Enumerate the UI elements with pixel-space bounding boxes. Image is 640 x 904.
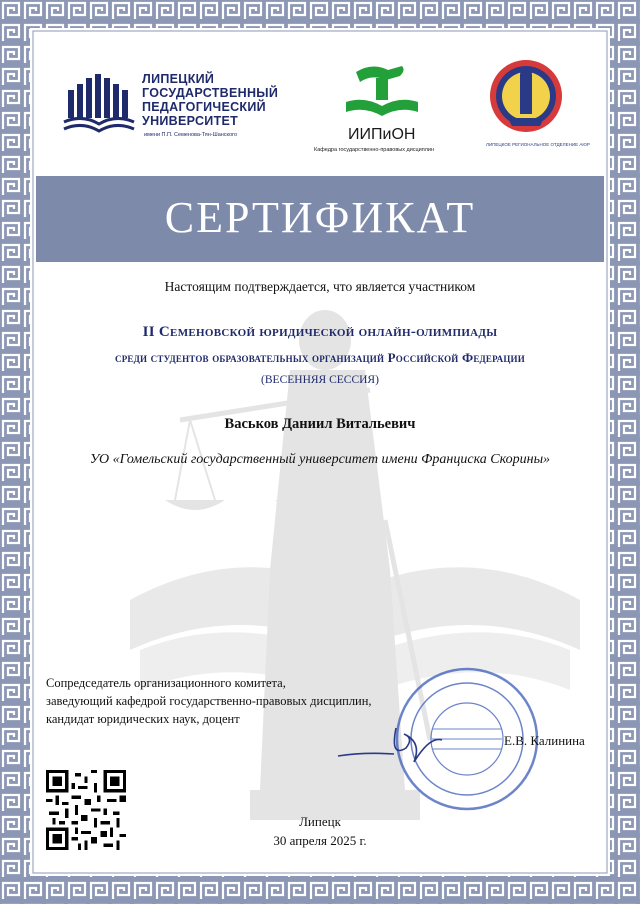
university-building-icon — [62, 74, 136, 134]
issue-date: 30 апреля 2025 г. — [273, 833, 367, 848]
signatory-title-line3: кандидат юридических наук, доцент — [46, 712, 240, 726]
emblem-logo — [472, 56, 590, 166]
title-banner — [36, 176, 604, 262]
event-session: (ВЕСЕННЯЯ СЕССИЯ) — [261, 374, 379, 386]
signatory-title — [46, 674, 372, 728]
lgpu-subtitle: имени П.П. Семенова-Тян-Шанского — [144, 132, 238, 138]
signatory-title-line1: Сопредседатель организационного комитета, — [46, 676, 286, 690]
lgpu-name-line3: ПЕДАГОГИЧЕСКИЙ — [142, 100, 266, 114]
lgpu-name-line1: ЛИПЕЦКИЙ — [142, 72, 215, 86]
handwritten-signature — [334, 718, 454, 768]
legal-association-emblem-icon — [486, 56, 566, 138]
participant-name: Васьков Даниил Витальевич — [224, 416, 416, 432]
lgpu-name-line2: ГОСУДАРСТВЕННЫЙ — [142, 86, 279, 100]
issue-city: Липецк — [299, 814, 341, 829]
iipion-title: ИИПиОН — [348, 126, 416, 143]
lgpu-name-line4: УНИВЕРСИТЕТ — [142, 114, 239, 128]
iipion-logo — [296, 60, 476, 170]
lgpu-name — [142, 72, 278, 128]
event-title: II Семеновской юридической онлайн-олимпиады — [142, 324, 498, 340]
open-book-scroll-icon — [342, 62, 422, 126]
emblem-subtitle: ЛИПЕЦКОЕ РЕГИОНАЛЬНОЕ ОТДЕЛЕНИЕ АЮР — [486, 142, 590, 147]
lgpu-logo — [62, 72, 302, 182]
certificate-title: СЕРТИФИКАТ — [164, 193, 476, 242]
participant-organization: УО «Гомельский государственный университет имени Франциска Скорины» — [89, 452, 551, 467]
event-subtitle: среди студентов образовательных организаций Российской Федерации — [115, 350, 525, 365]
signatory-title-line2: заведующий кафедрой государственно-правовых дисциплин, — [46, 694, 372, 708]
signatory-name: Е.В. Калинина — [504, 733, 585, 748]
iipion-subtitle: Кафедра государственно-правовых дисциплин — [314, 147, 435, 153]
confirm-text: Настоящим подтверждается, что является участником — [164, 279, 476, 294]
